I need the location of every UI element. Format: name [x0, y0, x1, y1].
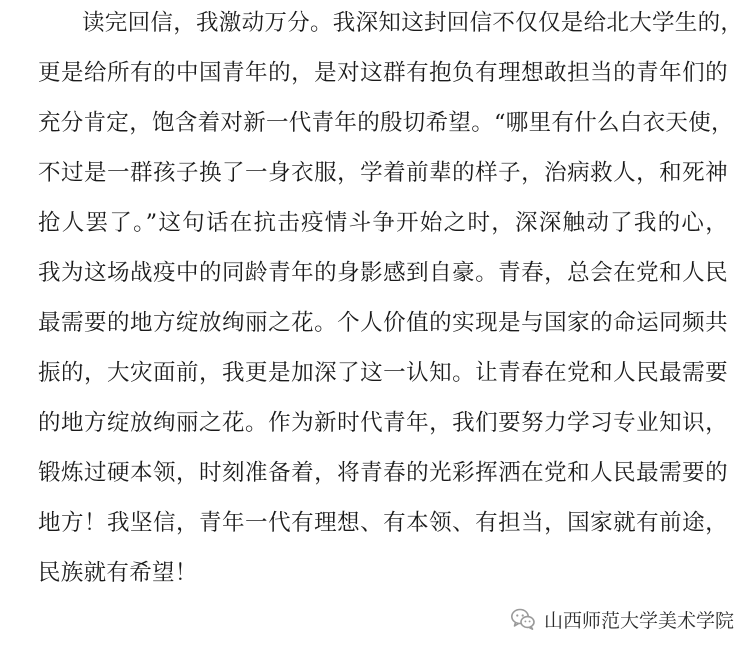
paragraph-line-8: 振的，大灾面前，我更是加深了这一认知。让青春在党和人民最需要	[38, 360, 728, 386]
paragraph-line-5: 抢人罢了。”这句话在抗击疫情斗争开始之时，深深触动了我的心，	[38, 210, 728, 236]
paragraph-line-9: 的地方绽放绚丽之花。作为新时代青年，我们要努力学习专业知识，	[38, 410, 728, 436]
paragraph-line-4: 不过是一群孩子换了一身衣服，学着前辈的样子，治病救人，和死神	[38, 160, 728, 186]
wechat-icon	[510, 606, 536, 632]
paragraph-line-1: 读完回信，我激动万分。我深知这封回信不仅仅是给北大学生的，	[82, 10, 744, 36]
paragraph-line-12: 民族就有希望！	[38, 560, 198, 586]
account-watermark	[510, 604, 734, 634]
paragraph-line-7: 最需要的地方绽放绚丽之花。个人价值的实现是与国家的命运同频共	[38, 310, 728, 336]
paragraph-line-6: 我为这场战疫中的同龄青年的身影感到自豪。青春，总会在党和人民	[38, 260, 728, 286]
paragraph-line-11: 地方！我坚信，青年一代有理想、有本领、有担当，国家就有前途，	[38, 510, 728, 536]
paragraph-line-10: 锻炼过硬本领，时刻准备着，将青春的光彩挥洒在党和人民最需要的	[38, 460, 728, 486]
paragraph-line-3: 充分肯定，饱含着对新一代青年的殷切希望。“哪里有什么白衣天使，	[38, 110, 734, 136]
paragraph-line-2: 更是给所有的中国青年的，是对这群有抱负有理想敢担当的青年们的	[38, 60, 728, 86]
watermark-text: 山西师范大学美术学院	[543, 609, 734, 632]
